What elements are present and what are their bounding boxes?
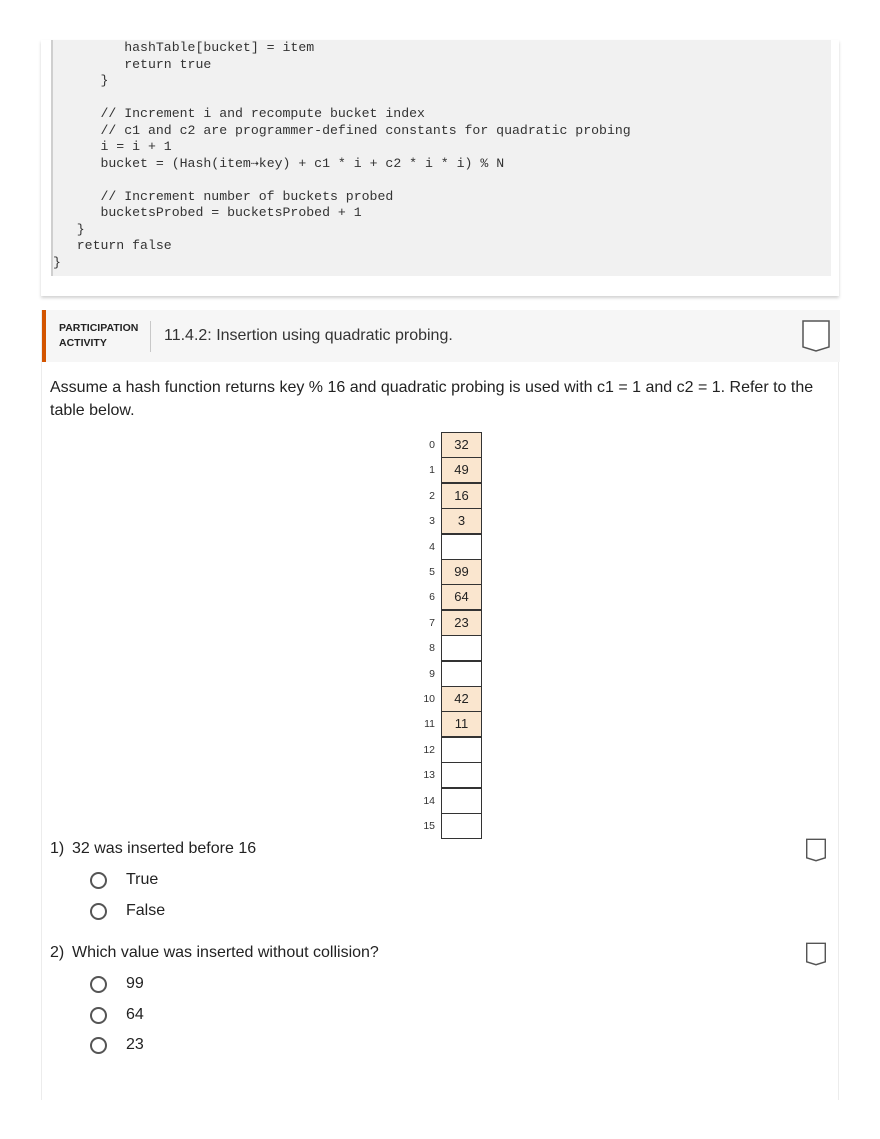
bucket-index: 10 bbox=[423, 693, 435, 705]
radio-button[interactable] bbox=[90, 872, 107, 889]
option-label: 23 bbox=[126, 1036, 144, 1053]
code-line: hashTable[bucket] = item bbox=[53, 40, 315, 55]
bucket-index: 8 bbox=[429, 642, 435, 655]
question-bookmark-icon[interactable] bbox=[806, 942, 826, 966]
hash-table-row bbox=[402, 813, 522, 839]
hash-table-row bbox=[402, 584, 522, 610]
bucket-index: 13 bbox=[423, 769, 435, 782]
code-line: return false bbox=[53, 238, 172, 253]
code-line: // c1 and c2 are programmer-defined constants for quadratic probing bbox=[53, 123, 631, 138]
hash-table-row bbox=[402, 711, 522, 737]
hash-table-row bbox=[402, 559, 522, 585]
bookmark-icon[interactable] bbox=[802, 320, 830, 352]
bucket-index: 0 bbox=[429, 439, 435, 451]
bucket-index: 7 bbox=[429, 616, 435, 629]
activity-header bbox=[42, 310, 840, 362]
bucket-index: 2 bbox=[429, 489, 435, 502]
code-line: bucket = (Hash(item⇢key) + c1 * i + c2 * i * i) % N bbox=[53, 156, 505, 171]
code-line: i = i + 1 bbox=[53, 139, 172, 154]
code-line: // Increment i and recompute bucket index bbox=[53, 106, 425, 121]
bucket-cell bbox=[441, 534, 482, 560]
activity-prompt: Assume a hash function returns key % 16 and quadratic probing is used with c1 = 1 and c2 = 1. Refer to the table below. bbox=[50, 379, 814, 419]
bucket-cell: 16 bbox=[441, 483, 482, 509]
bucket-cell: 11 bbox=[441, 711, 482, 737]
bucket-index: 4 bbox=[429, 540, 435, 553]
code-line: return true bbox=[53, 57, 212, 72]
bucket-cell: 64 bbox=[441, 584, 482, 610]
participation-activity bbox=[41, 310, 839, 1100]
participation-activity-label bbox=[59, 321, 149, 351]
label-line: PARTICIPATION bbox=[59, 322, 139, 334]
code-line: } bbox=[53, 222, 85, 237]
hash-table-row bbox=[402, 432, 522, 458]
bucket-index: 1 bbox=[429, 464, 435, 477]
option-label: 64 bbox=[126, 1006, 144, 1023]
bucket-index: 12 bbox=[423, 743, 435, 756]
radio-button[interactable] bbox=[90, 903, 107, 920]
radio-button[interactable] bbox=[90, 1037, 107, 1054]
hash-table-row bbox=[402, 762, 522, 788]
bucket-cell bbox=[441, 813, 482, 839]
question-number: 1) bbox=[50, 840, 65, 857]
hash-table-row bbox=[402, 635, 522, 661]
code-card bbox=[41, 40, 839, 296]
bucket-index: 15 bbox=[423, 820, 435, 832]
bucket-cell: 99 bbox=[441, 559, 482, 585]
option-label: False bbox=[126, 902, 166, 919]
question-number: 2) bbox=[50, 944, 65, 961]
question-text: Which value was inserted without collision? bbox=[72, 944, 379, 961]
bucket-index: 11 bbox=[424, 718, 435, 731]
activity-title: 11.4.2: Insertion using quadratic probing. bbox=[164, 327, 453, 344]
hash-table-row bbox=[402, 457, 522, 483]
question-bookmark-icon[interactable] bbox=[806, 838, 826, 862]
radio-button[interactable] bbox=[90, 1007, 107, 1024]
code-line: } bbox=[53, 73, 109, 88]
bucket-cell: 32 bbox=[441, 432, 482, 458]
hash-table-row bbox=[402, 686, 522, 712]
bucket-cell bbox=[441, 737, 482, 763]
bucket-cell bbox=[441, 788, 482, 814]
bucket-index: 6 bbox=[429, 591, 435, 604]
hash-table-row bbox=[402, 534, 522, 560]
bucket-index: 9 bbox=[429, 667, 435, 680]
hash-table-row bbox=[402, 788, 522, 814]
code-line: } bbox=[53, 255, 61, 270]
hash-table-row bbox=[402, 610, 522, 636]
bucket-cell: 49 bbox=[441, 457, 482, 483]
code-block bbox=[51, 40, 831, 276]
code-line: bucketsProbed = bucketsProbed + 1 bbox=[53, 205, 362, 220]
bucket-cell: 23 bbox=[441, 610, 482, 636]
option-label: 99 bbox=[126, 975, 144, 992]
hash-table-row bbox=[402, 661, 522, 687]
bucket-cell bbox=[441, 661, 482, 687]
hash-table-row bbox=[402, 508, 522, 534]
header-divider bbox=[150, 321, 151, 352]
bucket-cell: 42 bbox=[441, 686, 482, 712]
radio-button[interactable] bbox=[90, 976, 107, 993]
bucket-index: 14 bbox=[423, 794, 435, 807]
hash-table-row bbox=[402, 483, 522, 509]
bucket-cell bbox=[441, 635, 482, 661]
question-text: 32 was inserted before 16 bbox=[72, 840, 257, 857]
option-label: True bbox=[126, 871, 159, 888]
label-line: ACTIVITY bbox=[59, 337, 107, 349]
code-line: // Increment number of buckets probed bbox=[53, 189, 394, 204]
bucket-index: 3 bbox=[429, 515, 435, 528]
hash-table-row bbox=[402, 737, 522, 763]
bucket-index: 5 bbox=[429, 566, 435, 578]
bucket-cell bbox=[441, 762, 482, 788]
bucket-cell: 3 bbox=[441, 508, 482, 534]
